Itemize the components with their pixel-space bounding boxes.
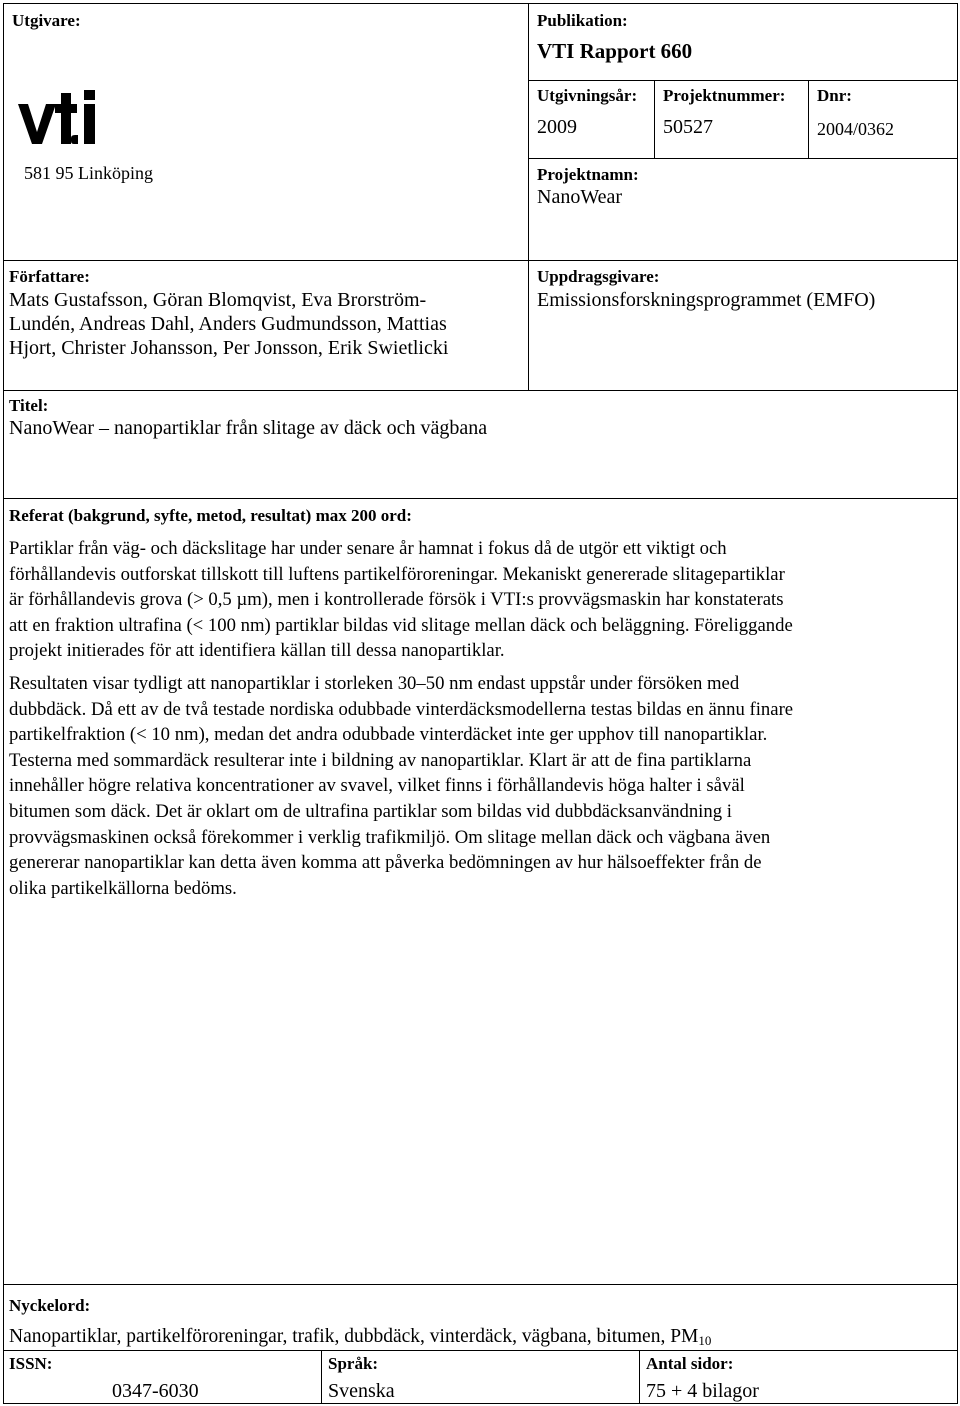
title-cell — [4, 390, 957, 498]
publisher-address: 581 95 Linköping — [24, 163, 153, 183]
abstract-label: Referat (bakgrund, syfte, metod, resultat) max 200 ord: — [9, 506, 412, 525]
abstract-p1-line-5: projekt initierades för att identifiera källan till dessa nanopartiklar. — [9, 640, 505, 662]
abstract-p2-line-2: dubbdäck. Då ett av de två testade nordiska odubbade vinterdäcksmodellerna testas bildas en ännu finare — [9, 698, 794, 720]
keywords-cell — [4, 1284, 957, 1350]
language-value: Svenska — [328, 1380, 395, 1402]
authors-line-2: Lundén, Andreas Dahl, Anders Gudmundsson, Mattias — [9, 313, 447, 335]
abstract-p1-line-2: förhållandevis outforskat tillskott till luftens partikelföroreningar. Mekaniskt genererade slitagepartiklar — [9, 563, 785, 585]
keywords-value — [9, 1325, 711, 1349]
commissioner-label: Uppdragsgivare: — [537, 267, 660, 286]
title-label: Titel: — [9, 396, 49, 415]
abstract-p2-line-1: Resultaten visar tydligt att nanopartiklar i storleken 30–50 nm endast uppstår under försöken med — [9, 672, 740, 694]
dnr-value: 2004/0362 — [817, 119, 895, 139]
abstract-p1-line-1: Partiklar från väg- och däckslitage har under senare år hamnat i fokus då de utgör ett viktigt och — [9, 538, 727, 559]
year-label: Utgivningsår: — [537, 86, 638, 105]
vti-logo — [18, 90, 108, 146]
abstract-p2-line-9: olika partikelkällorna bedöms. — [9, 877, 237, 899]
keywords-subscript: 10 — [698, 1333, 712, 1348]
issn-value: 0347-6030 — [112, 1380, 199, 1402]
authors-line-3: Hjort, Christer Johansson, Per Jonsson, Erik Swietlicki — [9, 337, 449, 359]
authors-label: Författare: — [9, 267, 90, 286]
dnr-cell — [808, 80, 957, 158]
pages-label: Antal sidor: — [646, 1354, 734, 1373]
publication-cell — [528, 4, 957, 80]
abstract-p1-line-4: att en fraktion ultrafina (< 100 nm) partiklar bildas vid slitage mellan däck och beläggning. Föreliggande — [9, 614, 793, 636]
publisher-label: Utgivare: — [12, 11, 81, 30]
abstract-p2-line-3: partikelfraktion (< 10 nm), medan det andra odubbade vinterdäcket inte ger upphov till nanopartiklar. — [9, 724, 768, 746]
abstract-p2-line-7: provvägsmaskinen också förekommer i verklig trafikmiljö. Om slitage mellan däck och vägbana även — [9, 826, 771, 848]
pages-value: 75 + 4 bilagor — [646, 1380, 759, 1402]
abstract-cell — [4, 498, 957, 1284]
year-cell — [528, 80, 654, 158]
year-value: 2009 — [537, 116, 577, 138]
project-name-cell — [528, 158, 957, 260]
pages-cell — [639, 1350, 957, 1404]
project-name-value: NanoWear — [537, 186, 623, 208]
project-number-cell — [654, 80, 808, 158]
commissioner-cell — [528, 260, 957, 390]
issn-cell — [4, 1350, 321, 1404]
authors-cell — [4, 260, 528, 390]
authors-line-1: Mats Gustafsson, Göran Blomqvist, Eva Brorström- — [9, 289, 427, 311]
language-label: Språk: — [328, 1354, 379, 1373]
commissioner-value: Emissionsforskningsprogrammet (EMFO) — [537, 289, 876, 311]
abstract-p2-line-8: genererar nanopartiklar kan detta även komma att påverka bedömningen av hur hälsoeffekter från de — [9, 852, 762, 874]
publication-value: VTI Rapport 660 — [537, 39, 693, 63]
abstract-body — [9, 536, 949, 901]
abstract-p2-line-5: innehåller högre relativa koncentrationer av svavel, vilket finns i förhållandevis höga halter i såväl — [9, 775, 745, 797]
project-number-label: Projektnummer: — [663, 86, 786, 105]
abstract-p2-line-4: Testerna med sommardäck resulterar inte i bildning av nanopartiklar. Klart är att de fina partiklarna — [9, 749, 752, 771]
project-name-label: Projektnamn: — [537, 165, 639, 184]
keywords-text: Nanopartiklar, partikelföroreningar, trafik, dubbdäck, vinterdäck, vägbana, bitumen, PM — [9, 1326, 699, 1347]
dnr-label: Dnr: — [817, 86, 852, 105]
abstract-p2-line-6: bitumen som däck. Det är oklart om de ultrafina partiklar som bildas vid dubbdäcksanvändning i — [9, 800, 732, 822]
issn-label: ISSN: — [9, 1354, 53, 1373]
abstract-p1-line-3: är förhållandevis grova (> 0,5 µm), men i kontrollerade försök i VTI:s provvägsmaskin har konstaterats — [9, 589, 784, 611]
publication-label: Publikation: — [537, 11, 628, 30]
abstract-paragraph-1 — [9, 536, 949, 664]
title-value: NanoWear – nanopartiklar från slitage av däck och vägbana — [9, 417, 488, 439]
language-cell — [321, 1350, 639, 1404]
abstract-paragraph-2 — [9, 671, 949, 901]
project-number-value: 50527 — [663, 116, 713, 138]
publisher-cell — [4, 4, 528, 260]
keywords-label: Nyckelord: — [9, 1296, 91, 1315]
